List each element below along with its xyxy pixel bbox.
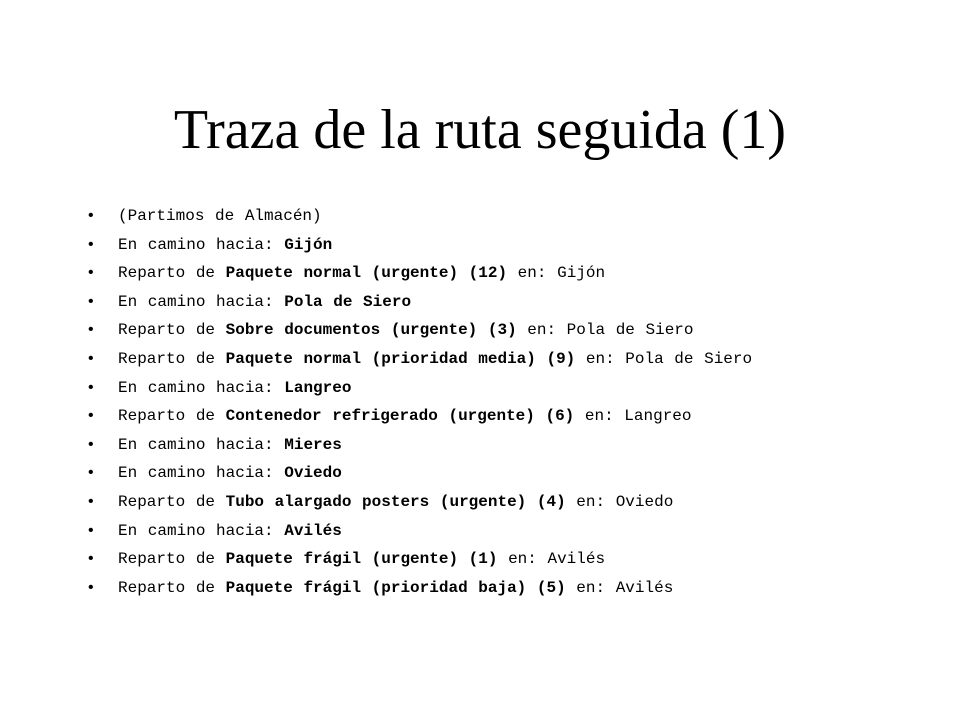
slide-title: Traza de la ruta seguida (1) bbox=[173, 99, 787, 161]
item-prefix: En camino hacia: bbox=[118, 292, 285, 311]
item-package: Paquete frágil (urgente) (1) bbox=[225, 550, 498, 569]
list-item bbox=[88, 521, 888, 541]
item-destination: Langreo bbox=[284, 378, 352, 397]
item-destination: Pola de Siero bbox=[284, 292, 412, 311]
list-item bbox=[88, 435, 888, 455]
item-prefix: Reparto de bbox=[118, 492, 226, 511]
list-item bbox=[88, 320, 888, 340]
list-item bbox=[88, 492, 888, 512]
list-item bbox=[88, 406, 888, 426]
item-prefix: Reparto de bbox=[118, 349, 226, 368]
item-package: Paquete normal (prioridad media) (9) bbox=[225, 349, 576, 368]
list-item bbox=[88, 463, 888, 483]
item-package: Paquete normal (urgente) (12) bbox=[225, 264, 508, 283]
item-package: Tubo alargado posters (urgente) (4) bbox=[225, 492, 566, 511]
item-destination: Avilés bbox=[284, 521, 342, 540]
item-prefix: En camino hacia: bbox=[118, 435, 285, 454]
item-package: Paquete frágil (prioridad baja) (5) bbox=[225, 578, 566, 597]
item-destination: Gijón bbox=[284, 235, 333, 254]
item-suffix: en: Langreo bbox=[574, 407, 692, 426]
item-prefix: Reparto de bbox=[118, 321, 226, 340]
item-suffix: en: Avilés bbox=[565, 578, 674, 597]
list-item bbox=[88, 349, 888, 369]
item-package: Contenedor refrigerado (urgente) (6) bbox=[225, 407, 575, 426]
item-prefix: Reparto de bbox=[118, 407, 226, 426]
list-item bbox=[88, 292, 888, 312]
item-prefix: (Partimos de Almacén) bbox=[118, 207, 322, 225]
item-suffix: en: Gijón bbox=[507, 264, 606, 283]
item-prefix: En camino hacia: bbox=[118, 235, 285, 254]
list-item bbox=[88, 578, 888, 598]
item-suffix: en: Avilés bbox=[497, 550, 606, 569]
item-suffix: en: Oviedo bbox=[565, 492, 674, 511]
item-prefix: En camino hacia: bbox=[118, 378, 285, 397]
item-package: Sobre documentos (urgente) (3) bbox=[225, 321, 517, 340]
item-prefix: En camino hacia: bbox=[118, 464, 285, 483]
item-prefix: Reparto de bbox=[118, 550, 226, 569]
route-trace-list bbox=[88, 206, 888, 606]
item-destination: Mieres bbox=[284, 435, 342, 454]
list-item bbox=[88, 378, 888, 398]
list-item bbox=[88, 549, 888, 569]
list-item bbox=[88, 235, 888, 255]
item-prefix: Reparto de bbox=[118, 264, 226, 283]
list-item bbox=[88, 263, 888, 283]
item-prefix: En camino hacia: bbox=[118, 521, 285, 540]
item-destination: Oviedo bbox=[284, 464, 342, 483]
list-item bbox=[88, 206, 888, 226]
item-suffix: en: Pola de Siero bbox=[575, 349, 753, 368]
item-suffix: en: Pola de Siero bbox=[516, 321, 694, 340]
item-prefix: Reparto de bbox=[118, 578, 226, 597]
